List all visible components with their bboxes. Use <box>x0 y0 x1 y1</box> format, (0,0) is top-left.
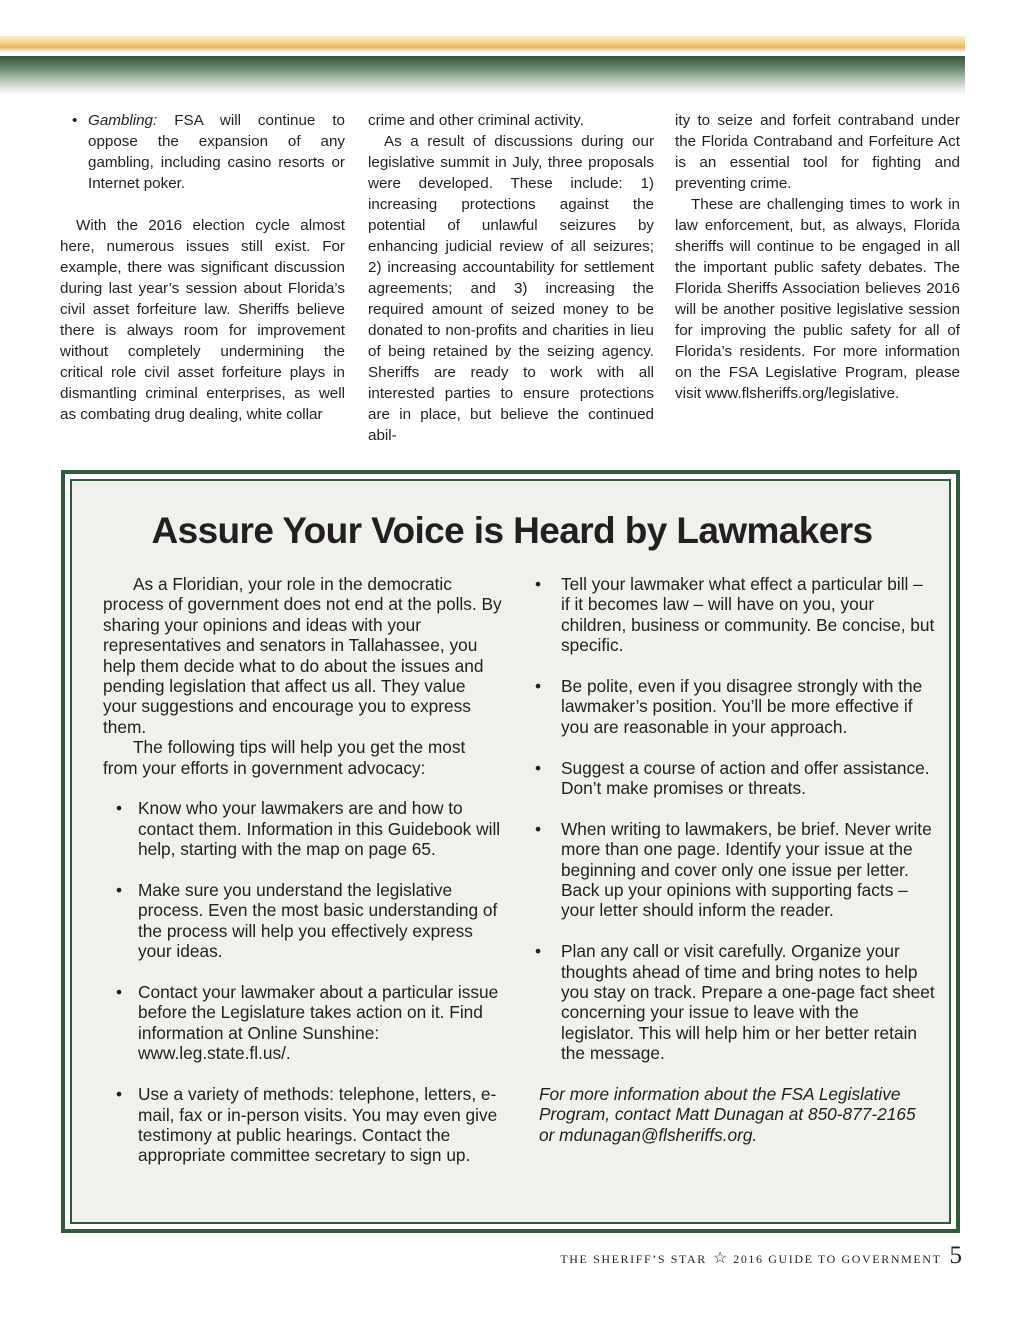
bullet-icon: • <box>72 112 78 129</box>
tip-box-left-column <box>103 574 503 1166</box>
bullet-icon: • <box>116 880 123 901</box>
bullet-icon: • <box>116 798 123 819</box>
bullet-icon: • <box>116 1084 123 1105</box>
tip-text: Plan any call or visit carefully. Organize your thoughts ahead of time and bring notes to help you stay on track. Prepare a one-page fact sheet concerning your issue to leave with the legislator. This will help him or her better retain the message. <box>561 941 935 1064</box>
bullet-icon: • <box>535 818 542 839</box>
tip-text: Make sure you understand the legislative process. Even the most basic understanding of the process will help you effectively express your ideas. <box>138 880 498 962</box>
bullet-icon: • <box>535 941 542 962</box>
tip-item <box>103 798 503 859</box>
column-3-paragraph-1: ity to seize and forfeit contraband under the Florida Contraband and Forfeiture Act is an essential tool for fighting and preventing crime. <box>675 112 960 192</box>
page-footer <box>560 1242 962 1270</box>
column-3-paragraph-2: These are challenging times to work in law enforcement, but, as always, Florida sheriffs will continue to be engaged in all the important public safety debates. The Florida Sheriffs Association believes 2016 will be another positive legislative session for improving the public safety for all of Florida’s residents. For more information on the FSA Legislative Program, please visit www.flsheriffs.org/legislative. <box>675 196 960 402</box>
article-column-2 <box>368 110 654 446</box>
bullet-icon: • <box>535 676 542 697</box>
tip-item <box>525 676 935 737</box>
tip-text: When writing to lawmakers, be brief. Never write more than one page. Identify your issue at the beginning and cover only one issue per letter. Back up your opinions with supporting facts – your letter should inform the reader. <box>561 818 932 921</box>
tip-box-title: Assure Your Voice is Heard by Lawmakers <box>151 510 873 551</box>
tip-text: Know who your lawmakers are and how to contact them. Information in this Guidebook will help, starting with the map on page 65. <box>138 798 501 860</box>
tip-text: Suggest a course of action and offer assistance. Don’t make promises or threats. <box>561 757 930 799</box>
tip-item <box>525 941 935 1063</box>
edition-name: 2016 GUIDE TO GOVERNMENT <box>733 1252 942 1266</box>
gambling-text: FSA will continue to oppose the expansion of any gambling, including casino resorts or Internet poker. <box>88 112 345 192</box>
tip-item <box>525 574 935 656</box>
tip-text: Tell your lawmaker what effect a particular bill – if it becomes law – will have on you, your children, business or community. Be concise, but specific. <box>561 574 935 656</box>
page-number: 5 <box>949 1242 962 1269</box>
gambling-bullet <box>60 110 345 194</box>
gambling-label: Gambling: <box>88 112 158 129</box>
star-icon: ☆ <box>712 1250 728 1267</box>
publication-name: THE SHERIFF’S STAR <box>560 1252 707 1266</box>
intro-paragraph-2: The following tips will help you get the most from your efforts in government advocacy: <box>103 737 466 778</box>
header-green-band <box>0 56 965 96</box>
column-2-paragraph-1: crime and other criminal activity. <box>368 112 584 129</box>
tip-item <box>103 880 503 962</box>
tip-text: Contact your lawmaker about a particular issue before the Legislature takes action on it. Find information at Online Sunshine: www.leg.state.fl.us/. <box>138 982 499 1064</box>
tip-item <box>525 819 935 921</box>
article-column-1 <box>60 110 345 425</box>
election-paragraph: With the 2016 election cycle almost here, numerous issues still exist. For example, there was significant discussion during last year’s session about Florida’s civil asset forfeiture law. Sheriffs believe there is always room for improvement without completely undermining the critical role civil asset forfeiture plays in dismantling criminal enterprises, as well as combating drug dealing, white collar <box>60 217 345 423</box>
column-2-paragraph-2: As a result of discussions during our legislative summit in July, three proposals were developed. These include: 1) increasing protections against the potential of unlawful seizures by enhancing judicial review of all seizures; 2) increasing accountability for settlement agreements; and 3) increasing the required amount of seized money to be donated to non-profits and charities in lieu of being retained by the seizing agency. Sheriffs are ready to work with all interested parties to ensure protections are in place, but believe the continued abil- <box>368 133 654 444</box>
contact-note: For more information about the FSA Legislative Program, contact Matt Dunagan at 850-877-2165 or mdunagan@flsheriffs.org. <box>539 1084 916 1145</box>
bullet-icon: • <box>116 982 123 1003</box>
tip-text: Be polite, even if you disagree strongly with the lawmaker’s position. You’ll be more effective if you are reasonable in your approach. <box>561 676 923 737</box>
bullet-icon: • <box>535 574 542 594</box>
tip-item <box>103 1084 503 1166</box>
tip-text: Use a variety of methods: telephone, letters, e-mail, fax or in-person visits. You may even give testimony at public hearings. Contact the appropriate committee secretary to sign up. <box>138 1084 498 1166</box>
tip-item <box>103 982 503 1064</box>
bullet-icon: • <box>535 757 542 778</box>
header-gold-band <box>0 36 965 52</box>
tip-item <box>525 758 935 799</box>
article-column-3 <box>675 110 960 404</box>
intro-paragraph-1: As a Floridian, your role in the democratic process of government does not end at the polls. By sharing your opinions and ideas with your representatives and senators in Tallahassee, you help them decide what to do about the issues and pending legislation that affect us all. They value your suggestions and encourage you to express them. <box>103 574 502 737</box>
tip-box-right-column <box>525 574 935 1145</box>
